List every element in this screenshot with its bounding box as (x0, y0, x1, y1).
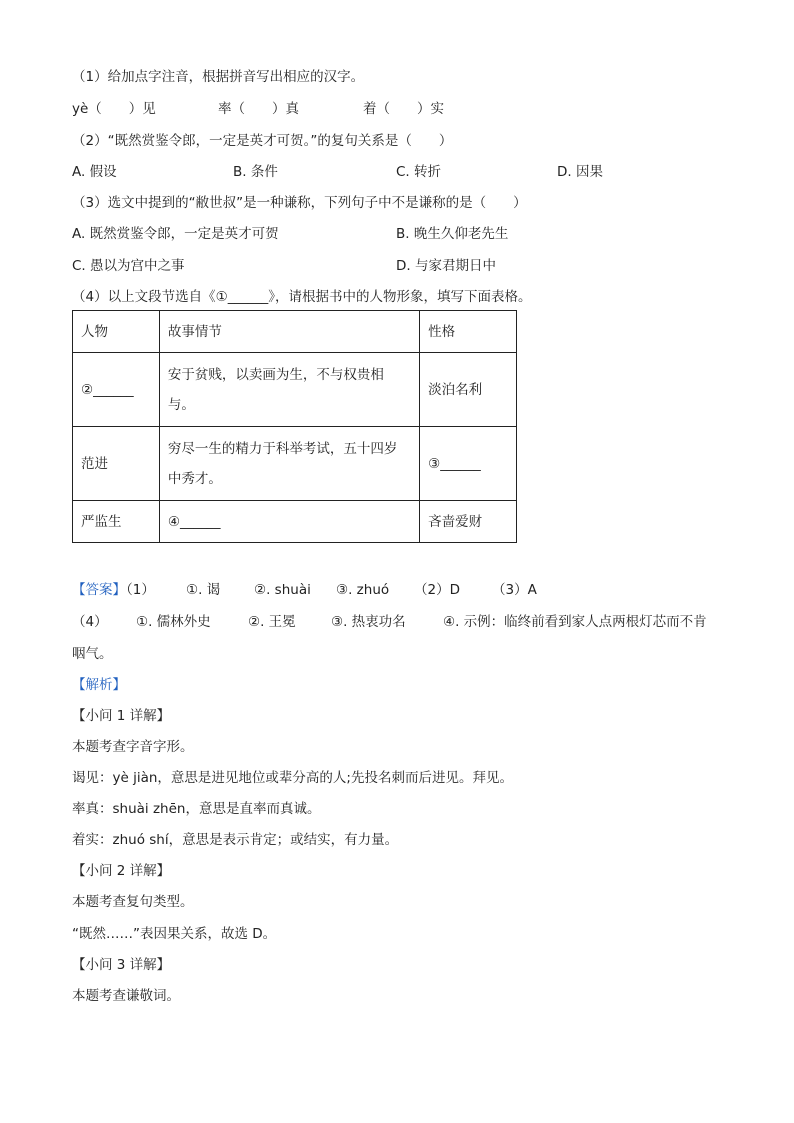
subq1-line: 本题考查字音字形。 (72, 739, 194, 755)
cell-plot-line: 中秀才。 (167, 470, 222, 487)
subq2-line: “既然……”表因果关系，故选 D。 (72, 926, 277, 942)
answer-line-1 (72, 581, 155, 599)
cell-trait: ③______ (420, 427, 517, 501)
subq1-line: 谒见：yè jiàn，意思是进见地位或辈分高的人;先投名刺而后进见。拜见。 (72, 770, 513, 786)
subq2-title: 【小问 2 详解】 (72, 863, 171, 879)
answer-4-4-cont: 咽气。 (72, 646, 113, 662)
table-row (73, 427, 517, 501)
cell-plot (159, 427, 419, 501)
answer-4-1: ①. 儒林外史 (136, 614, 211, 630)
cell-plot-line: 安于贫贱，以卖画为生，不与权贵相 (167, 366, 384, 383)
cell-person: ②______ (73, 353, 160, 427)
q2-title: （2）“既然赏鉴令郎，一定是英才可贺。”的复句关系是（ ） (72, 133, 453, 149)
q1-item-shuai: 率（ ）真 (218, 101, 299, 117)
answer-part-4: （4） (72, 614, 108, 630)
q1-item-ye: yè（ ）见 (72, 101, 156, 117)
header-person: 人物 (73, 311, 160, 353)
cell-person: 范进 (73, 427, 160, 501)
q3-option-b: B. 晚生久仰老先生 (396, 226, 509, 242)
cell-person: 严监生 (73, 501, 160, 543)
answer-label: 【答案】 (72, 582, 126, 598)
q4-title: （4）以上文段节选自《①______》，请根据书中的人物形象，填写下面表格。 (72, 289, 532, 305)
table-header-row (73, 311, 517, 353)
q1-item-zhuo: 着（ ）实 (363, 101, 444, 117)
q2-option-d: D. 因果 (557, 164, 603, 180)
header-trait: 性格 (420, 311, 517, 353)
cell-plot-line: 穷尽一生的精力于科举考试，五十四岁 (167, 440, 398, 457)
subq3-line: 本题考查谦敬词。 (72, 988, 180, 1004)
table-row (73, 501, 517, 543)
answer-4-4: ④. 示例：临终前看到家人点两根灯芯而不肯 (443, 614, 707, 630)
answer-2: （2）D (414, 582, 460, 598)
q2-option-c: C. 转折 (396, 164, 442, 180)
table-row (73, 353, 517, 427)
subq1-line: 着实：zhuó shí，意思是表示肯定；或结实，有力量。 (72, 832, 399, 848)
q3-title: （3）选文中提到的“敝世叔”是一种谦称，下列句子中不是谦称的是（ ） (72, 195, 527, 211)
subq2-line: 本题考查复句类型。 (72, 894, 194, 910)
q3-option-c: C. 愚以为宫中之事 (72, 258, 185, 274)
q2-option-a: A. 假设 (72, 164, 117, 180)
analysis-label: 【解析】 (72, 677, 126, 693)
cell-plot (159, 353, 419, 427)
answer-1-3: ③. zhuó (336, 582, 390, 598)
answer-1-1: ①. 谒 (186, 582, 221, 598)
answer-4-3: ③. 热衷功名 (331, 614, 406, 630)
cell-trait: 淡泊名利 (420, 353, 517, 427)
header-plot: 故事情节 (159, 311, 419, 353)
answer-part-1: （1） (126, 582, 155, 598)
q2-option-b: B. 条件 (233, 164, 278, 180)
cell-plot-line: 与。 (167, 396, 195, 413)
q3-option-d: D. 与家君期日中 (396, 258, 496, 274)
character-table (72, 310, 517, 543)
subq1-title: 【小问 1 详解】 (72, 708, 171, 724)
subq1-line: 率真：shuài zhēn，意思是直率而真诚。 (72, 801, 321, 817)
cell-plot: ④______ (159, 501, 419, 543)
answer-1-2: ②. shuài (254, 582, 311, 598)
answer-3: （3）A (492, 582, 537, 598)
cell-trait: 吝啬爱财 (420, 501, 517, 543)
answer-4-2: ②. 王冕 (248, 614, 296, 630)
q1-title: （1）给加点字注音，根据拼音写出相应的汉字。 (72, 69, 365, 85)
q3-option-a: A. 既然赏鉴令郎，一定是英才可贺 (72, 226, 279, 242)
subq3-title: 【小问 3 详解】 (72, 957, 171, 973)
